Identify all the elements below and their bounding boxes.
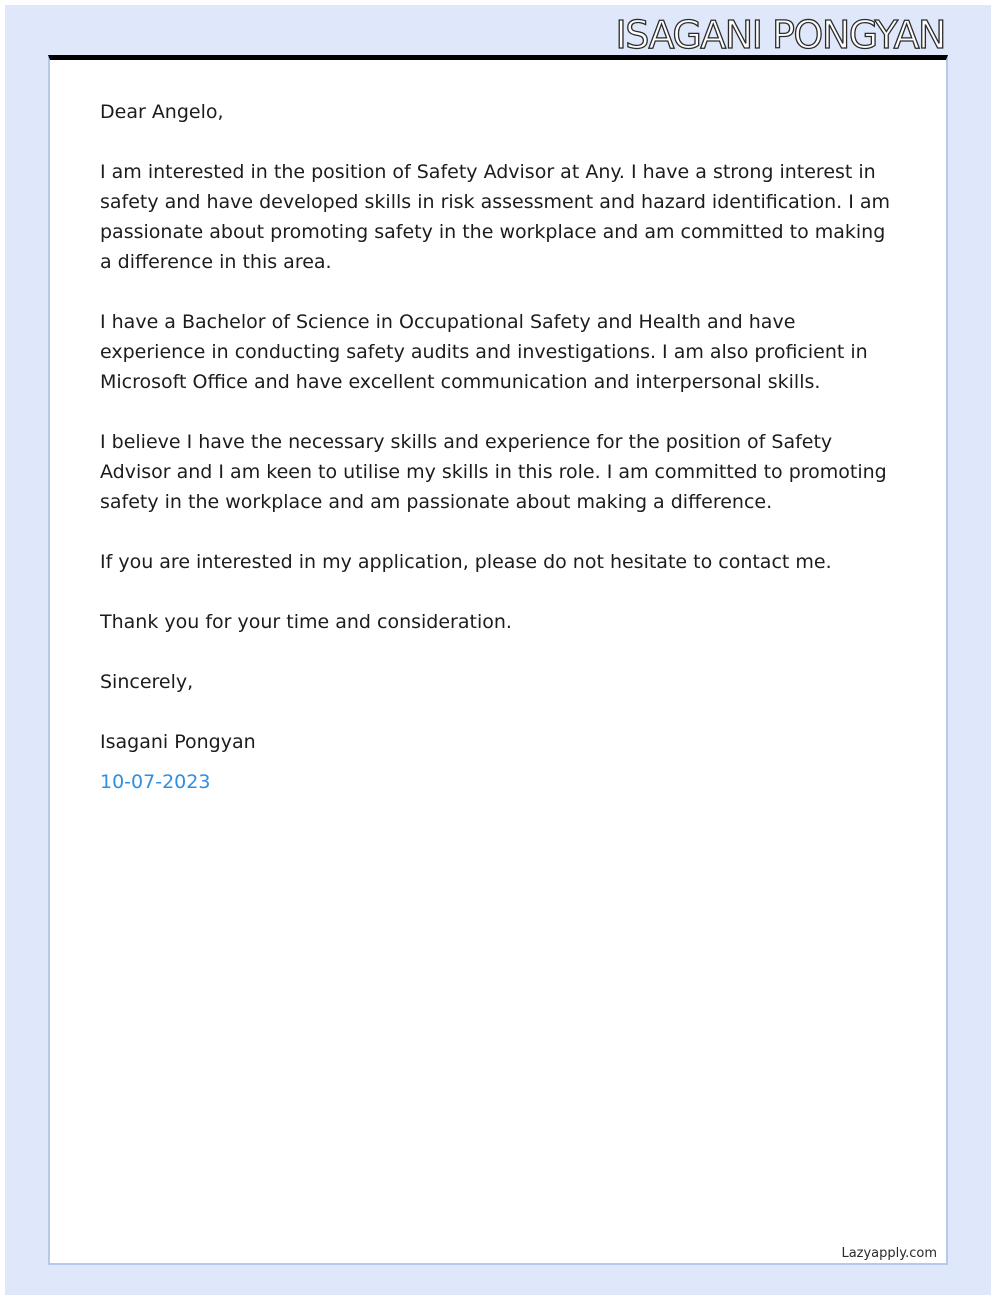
- header-name: ISAGANI PONGYAN: [615, 13, 945, 57]
- letter-date: 10-07-2023: [100, 771, 211, 793]
- salutation: Dear Angelo,: [100, 101, 224, 123]
- paragraph-3: I believe I have the necessary skills and experience for the position of Safety Advisor and I am keen to utilise my skills in this role. I am committed to promoting safety in the workplace and am passionate about making a difference.: [100, 431, 887, 513]
- footer-brand: Lazyapply.com: [841, 1246, 937, 1261]
- paragraph-4: If you are interested in my application, please do not hesitate to contact me.: [100, 551, 832, 573]
- letter-body: [100, 97, 895, 797]
- paragraph-1: I am interested in the position of Safety Advisor at Any. I have a strong interest in safety and have developed skills in risk assessment and hazard identification. I am passionate about promoting safety in the workplace and am committed to making a difference in this area.: [100, 161, 891, 273]
- paragraph-5: Thank you for your time and consideration.: [100, 611, 512, 633]
- closing: Sincerely,: [100, 671, 194, 693]
- signature-name: Isagani Pongyan: [100, 731, 256, 753]
- paragraph-2: I have a Bachelor of Science in Occupational Safety and Health and have experience in conducting safety audits and investigations. I am also proficient in Microsoft Office and have excellent communication and interpersonal skills.: [100, 311, 868, 393]
